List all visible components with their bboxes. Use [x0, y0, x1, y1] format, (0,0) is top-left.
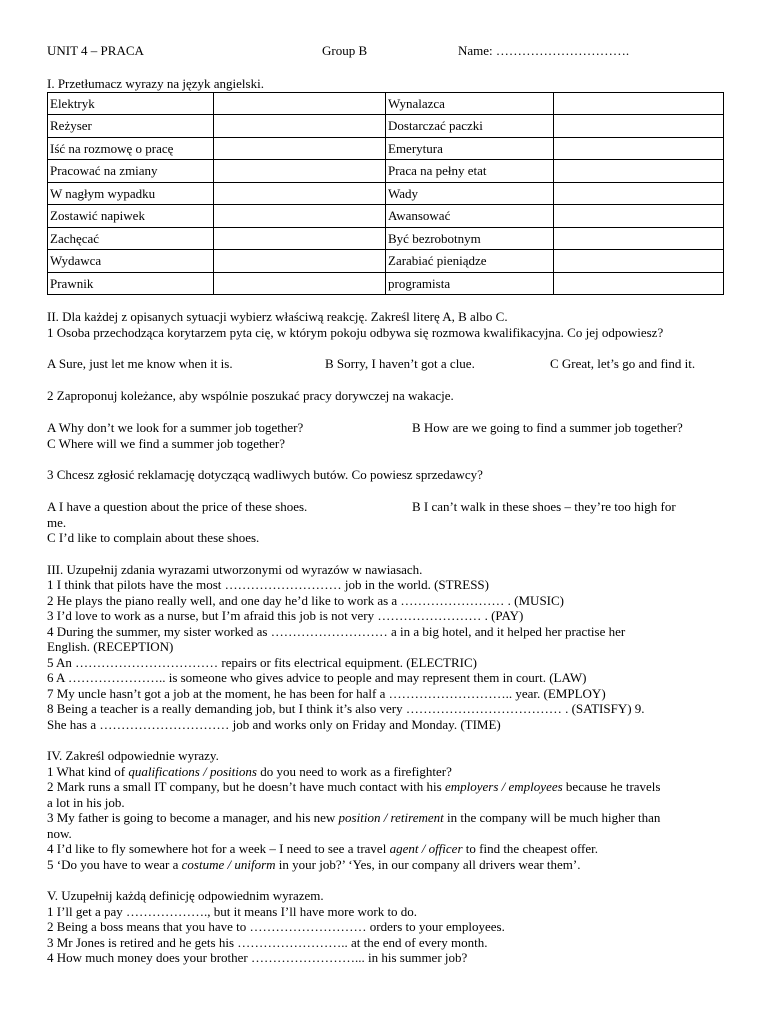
answer-cell[interactable] [214, 182, 386, 205]
polish-word-cell: Prawnik [48, 272, 214, 295]
polish-word-cell: Iść na rozmowę o pracę [48, 137, 214, 160]
section-2-title: II. Dla każdej z opisanych sytuacji wybierz właściwą reakcję. Zakreśl literę A, B albo C. [47, 309, 508, 324]
answer-cell[interactable] [214, 137, 386, 160]
answer-cell[interactable] [554, 182, 724, 205]
polish-word-cell: Wydawca [48, 250, 214, 273]
answer-option: B I can’t walk in these shoes – they’re too high for [412, 498, 676, 514]
answer-cell[interactable] [214, 205, 386, 228]
section-3-title: III. Uzupełnij zdania wyrazami utworzonymi od wyrazów w nawiasach. [47, 561, 423, 577]
answers-2-2 [47, 420, 727, 436]
polish-word-cell: Zostawić napiwek [48, 205, 214, 228]
answer-option: B How are we going to find a summer job together? [412, 419, 683, 435]
answer-option: C I’d like to complain about these shoes. [47, 530, 260, 545]
polish-word-cell: Elektryk [48, 92, 214, 115]
question-2-2: 2 Zaproponuj koleżance, aby wspólnie poszukać pracy dorywczej na wakacje. [47, 388, 454, 403]
answer-option: A Sure, just let me know when it is. [47, 356, 233, 371]
sentence-text: to find the cheapest offer. [462, 841, 599, 856]
vocab-row [48, 160, 724, 183]
polish-word-cell: Wynalazca [386, 92, 554, 115]
name-field: Name: …………………………. [458, 43, 630, 58]
definition-line: 3 Mr Jones is retired and he gets his …………………….. at the end of every month. [47, 934, 488, 950]
polish-word-cell: Wady [386, 182, 554, 205]
polish-word-cell: Zachęcać [48, 227, 214, 250]
answer-option: C Great, let’s go and find it. [550, 356, 696, 371]
answer-cell[interactable] [214, 227, 386, 250]
answer-option: B Sorry, I haven’t got a clue. [325, 356, 475, 371]
definition-line: 4 How much money does your brother ……………………... in his summer job? [47, 950, 468, 965]
polish-word-cell: Zarabiać pieniądze [386, 250, 554, 273]
answer-cell[interactable] [554, 227, 724, 250]
sentence-4-1 [47, 764, 727, 780]
sentence-line: 6 A ………………….. is someone who gives advice to people and may represent them in court. (LAW) [47, 670, 587, 685]
sentence-4-3-continued: now. [47, 825, 72, 841]
answer-cell[interactable] [214, 250, 386, 273]
sentence-text: in the company will be much higher than [443, 810, 661, 825]
sentence-text: because he travels [562, 779, 661, 794]
answer-option-continued: me. [47, 514, 67, 530]
answer-option: A Why don’t we look for a summer job together? [47, 419, 304, 435]
polish-word-cell: programista [386, 272, 554, 295]
group-label: Group B [322, 43, 368, 58]
polish-word-cell: Reżyser [48, 115, 214, 138]
sentence-line: 8 Being a teacher is a really demanding job, but I think it’s also very ……………………………… . (SATISFY) 9. [47, 701, 645, 716]
section-4-title: IV. Zakreśl odpowiednie wyrazy. [47, 748, 219, 763]
sentence-4-3 [47, 810, 727, 826]
definition-line: 1 I’ll get a pay ………………., but it means I’ll have more work to do. [47, 903, 418, 919]
answer-cell[interactable] [554, 115, 724, 138]
vocab-row [48, 92, 724, 115]
answer-cell[interactable] [554, 205, 724, 228]
answer-cell[interactable] [554, 272, 724, 295]
polish-word-cell: Emerytura [386, 137, 554, 160]
choice-options: position / retirement [338, 810, 444, 825]
sentence-text: in your job?’ ‘Yes, in our company all drivers wear them’. [275, 856, 581, 872]
sentence-line: 5 An …………………………… repairs or fits electrical equipment. (ELECTRIC) [47, 654, 477, 670]
sentence-text: 4 I’d like to fly somewhere hot for a week – I need to see a travel [47, 841, 390, 856]
choice-options: employers / employees [444, 779, 563, 794]
answer-cell[interactable] [214, 272, 386, 295]
choice-options: qualifications / positions [128, 763, 257, 779]
question-2-1: 1 Osoba przechodząca korytarzem pyta cię, w którym pokoju odbywa się rozmowa kwalifikacyjna. Co jej odpowiesz? [47, 324, 664, 340]
answer-cell[interactable] [554, 160, 724, 183]
polish-word-cell: Dostarczać paczki [386, 115, 554, 138]
answer-option: C Where will we find a summer job together? [47, 435, 286, 451]
section-5-sentences [47, 904, 727, 966]
sentence-text: 2 Mark runs a small IT company, but he doesn’t have much contact with his [47, 779, 445, 794]
choice-options: costume / uniform [181, 856, 276, 872]
answers-2-3 [47, 499, 727, 515]
sentence-line: English. (RECEPTION) [47, 639, 174, 654]
section-3-sentences [47, 577, 727, 732]
vocab-row [48, 182, 724, 205]
sentence-4-2 [47, 779, 727, 795]
polish-word-cell: Pracować na zmiany [48, 160, 214, 183]
answers-2-1 [47, 356, 727, 372]
unit-title: UNIT 4 – PRACA [47, 43, 144, 58]
answer-cell[interactable] [214, 160, 386, 183]
sentence-line: 3 I’d love to work as a nurse, but I’m afraid this job is not very …………………… . (PAY) [47, 608, 524, 623]
vocab-row [48, 272, 724, 295]
vocab-row [48, 227, 724, 250]
vocab-row [48, 250, 724, 273]
sentence-text: 5 ‘Do you have to wear a [47, 856, 182, 872]
definition-line: 2 Being a boss means that you have to ……………………… orders to your employees. [47, 919, 505, 934]
vocab-table [47, 92, 724, 296]
answer-cell[interactable] [554, 92, 724, 115]
polish-word-cell: W nagłym wypadku [48, 182, 214, 205]
sentence-text: do you need to work as a firefighter? [256, 763, 452, 779]
sentence-line: 7 My uncle hasn’t got a job at the moment, he has been for half a ……………………….. year. (EMPLOY) [47, 685, 606, 701]
section-1-title: I. Przetłumacz wyrazy na język angielski. [47, 76, 264, 91]
polish-word-cell: Awansować [386, 205, 554, 228]
worksheet [47, 43, 727, 966]
worksheet-header [47, 43, 727, 61]
answer-option: A I have a question about the price of these shoes. [47, 498, 308, 514]
sentence-line: 4 During the summer, my sister worked as ……………………… a in a big hotel, and it helped her practise her [47, 623, 626, 639]
vocab-row [48, 115, 724, 138]
sentence-4-4 [47, 841, 727, 857]
question-2-3: 3 Chcesz zgłosić reklamację dotyczącą wadliwych butów. Co powiesz sprzedawcy? [47, 467, 483, 482]
polish-word-cell: Być bezrobotnym [386, 227, 554, 250]
vocab-row [48, 137, 724, 160]
answer-cell[interactable] [554, 250, 724, 273]
polish-word-cell: Praca na pełny etat [386, 160, 554, 183]
section-5-title: V. Uzupełnij każdą definicję odpowiednim wyrazem. [47, 888, 324, 903]
sentence-4-2-continued: a lot in his job. [47, 794, 125, 810]
answer-cell[interactable] [214, 115, 386, 138]
sentence-4-5 [47, 857, 727, 873]
sentence-text: 3 My father is going to become a manager, and his new [47, 810, 339, 825]
sentence-line: 2 He plays the piano really well, and one day he’d like to work as a …………………… . (MUSIC) [47, 592, 565, 608]
sentence-text: 1 What kind of [47, 763, 129, 779]
answer-cell[interactable] [554, 137, 724, 160]
sentence-line: 1 I think that pilots have the most ……………………… job in the world. (STRESS) [47, 577, 489, 592]
answer-cell[interactable] [214, 92, 386, 115]
vocab-row [48, 205, 724, 228]
sentence-line: She has a ………………………… job and works only on Friday and Monday. (TIME) [47, 716, 501, 732]
choice-options: agent / officer [389, 841, 463, 856]
